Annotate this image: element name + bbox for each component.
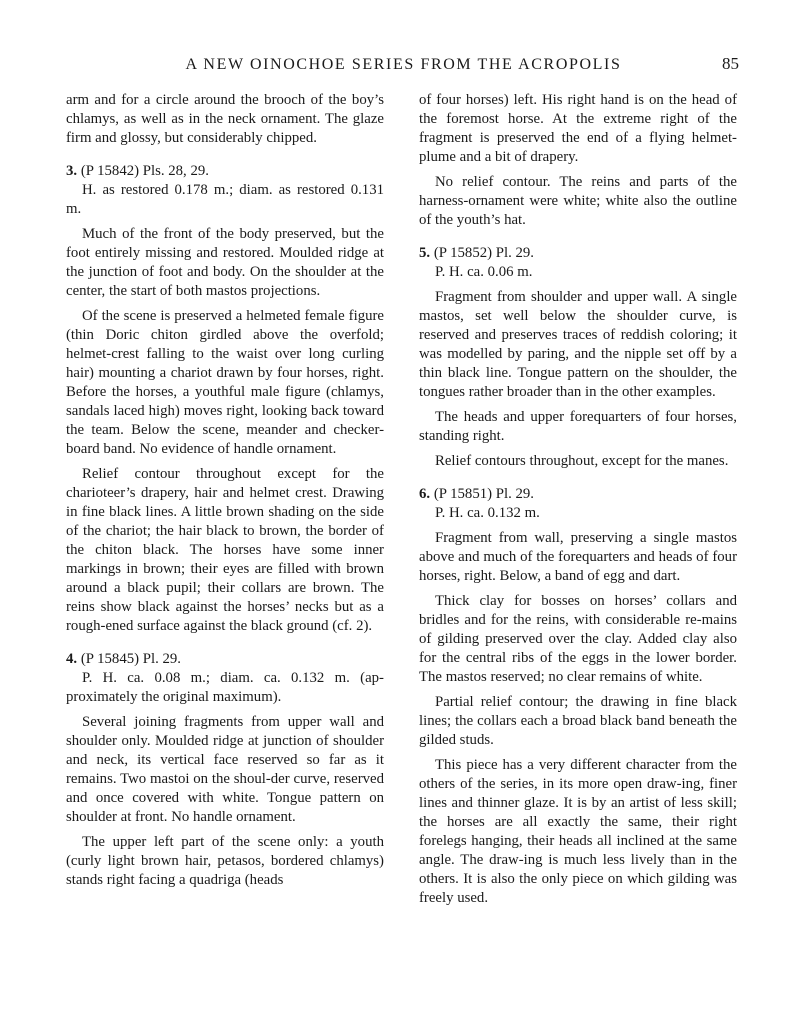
entry-5-paragraph: Fragment from shoulder and upper wall. A single mastos, set well below the shoulder curve, is reserved and preserves traces of reddish coloring; it was modelled by paring, and the nipple set off by a thin black line. Tongue pattern on the shoulder, the tongues rather broader than in the other examples.	[419, 289, 737, 400]
entry-4-paragraph: Several joining fragments from upper wall and shoulder only. Moulded ridge at junction of shoulder and neck, its vertical face reserved so far as it remains. Two mastoi on the shoul-der curve, reserved and once covered with white. Tongue pattern on shoulder at front. No handle ornament.	[66, 714, 384, 825]
entry-6-paragraph: Partial relief contour; the drawing in fine black lines; the collars each a broad black band beneath the gilded studs.	[419, 694, 737, 748]
page-number: 85	[722, 54, 739, 73]
entry-6-heading	[419, 485, 737, 504]
entry-3-plates: Pls. 28, 29.	[142, 163, 209, 179]
entry-4-plates: Pl. 29.	[142, 651, 181, 667]
entry-3-heading	[66, 162, 384, 181]
entry-6-plates: Pl. 29.	[495, 486, 534, 502]
continued-paragraph: arm and for a circle around the brooch of the boy’s chlamys, as well as in the neck ornament. The glaze firm and glossy, but considerably chipped.	[66, 92, 384, 146]
entry-6-paragraph: Fragment from wall, preserving a single mastos above and much of the forequarters and heads of four horses, right. Below, a band of egg and dart.	[419, 530, 737, 584]
entry-3-paragraph: Relief contour throughout except for the charioteer’s drapery, hair and helmet crest. Drawing in fine black lines. A little brown shading on the side of the chariot; the hair black to brown, the border of the chiton black. The horses have some inner markings in brown; their eyes are filled with brown around a black pupil; their collars are brown. The reins show black against the horses’ necks but as a rough-ened surface against the black ground (cf. 2).	[66, 466, 384, 634]
entry-3-paragraph: Much of the front of the body preserved, but the foot entirely missing and restored. Moulded ridge at the junction of foot and body. On the shoulder at the center, the start of both mastos projections.	[66, 226, 384, 299]
running-title: A NEW OINOCHOE SERIES FROM THE ACROPOLIS	[185, 56, 622, 73]
entry-6-ref: (P 15851)	[433, 486, 493, 502]
entry-5-paragraph: The heads and upper forequarters of four horses, standing right.	[419, 409, 737, 444]
entry-6-paragraph: Thick clay for bosses on horses’ collars and bridles and for the reins, with considerable re-mains of gilding preserved over the clay. Added clay also for the central ribs of the eggs in the lower border. The mastos reserved; no clear remains of white.	[419, 593, 737, 685]
continued-paragraph: No relief contour. The reins and parts of the harness-ornament were white; white also the outline of the youth’s hat.	[419, 174, 737, 228]
entry-4-dimensions: P. H. ca. 0.08 m.; diam. ca. 0.132 m. (ap-proximately the original maximum).	[66, 670, 384, 705]
entry-6-dimensions: P. H. ca. 0.132 m.	[435, 505, 540, 521]
running-header	[66, 52, 741, 80]
entry-5-plates: Pl. 29.	[495, 245, 534, 261]
entry-5-heading	[419, 244, 737, 263]
entry-5-number: 5.	[419, 245, 431, 261]
entry-3-ref: (P 15842)	[80, 163, 140, 179]
entry-3-number: 3.	[66, 163, 78, 179]
entry-5-ref: (P 15852)	[433, 245, 493, 261]
entry-4-paragraph: The upper left part of the scene only: a youth (curly light brown hair, petasos, bordered chlamys) stands right facing a quadriga (heads	[66, 834, 384, 888]
entry-6-number: 6.	[419, 486, 431, 502]
entry-3-paragraph: Of the scene is preserved a helmeted female figure (thin Doric chiton girdled above the overfold; helmet-crest falling to the waist over long curling hair) mounting a chariot drawn by four horses, right. Before the horses, a youthful male figure (chlamys, sandals laced high) moves right, looking back toward the team. Below the scene, meander and checker-board band. No evidence of handle ornament.	[66, 308, 384, 457]
entry-4-number: 4.	[66, 651, 78, 667]
left-column	[66, 91, 384, 890]
entry-4-heading	[66, 650, 384, 669]
entry-6-paragraph: This piece has a very different character from the others of the series, in its more open draw-ing, finer lines and thinner glaze. It is by an artist of less skill; the horses are all exactly the same, their right forelegs hanging, their heads all inclined at the same angle. The draw-ing is much less lively than in the others. It is also the only piece on which gilding was freely used.	[419, 757, 737, 906]
right-column	[419, 91, 737, 908]
entry-4-ref: (P 15845)	[80, 651, 140, 667]
entry-5-dimensions: P. H. ca. 0.06 m.	[435, 264, 533, 280]
entry-3-dimensions: H. as restored 0.178 m.; diam. as restored 0.131 m.	[66, 182, 384, 217]
entry-5-paragraph: Relief contours throughout, except for the manes.	[435, 453, 729, 469]
continued-paragraph: of four horses) left. His right hand is on the head of the foremost horse. At the extreme right of the fragment is preserved the end of a flying helmet-plume and a bit of drapery.	[419, 92, 737, 165]
